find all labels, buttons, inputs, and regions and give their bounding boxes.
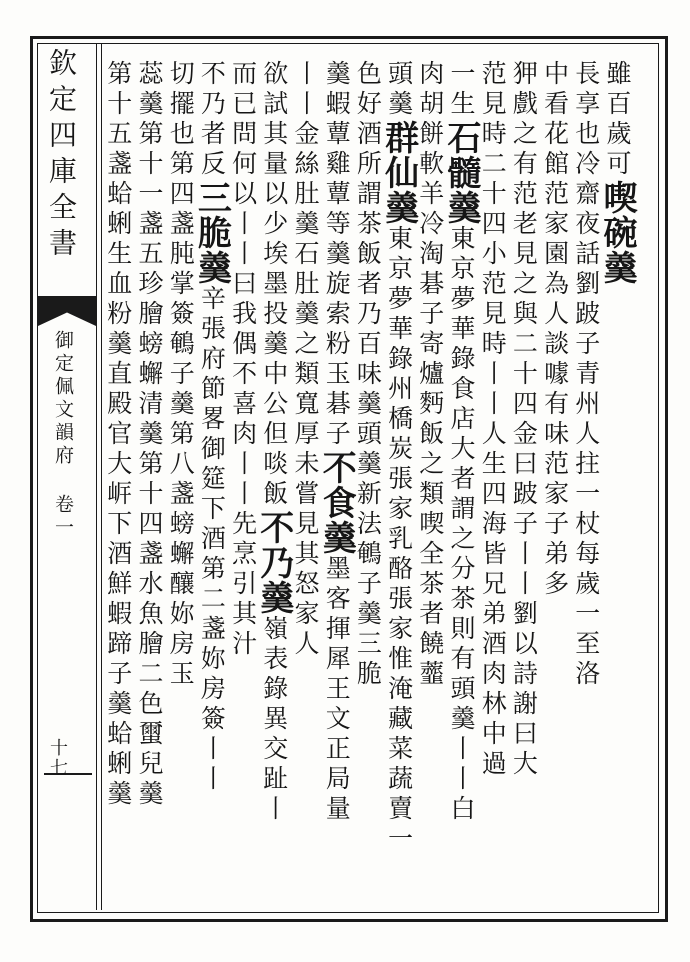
text-column [290,60,320,660]
text-segment: 墨客揮犀王文正局量 [322,555,352,825]
text-segment: 切擺也 [166,60,196,150]
entry-heading: 不食羹 [316,450,357,555]
text-column [441,60,481,825]
entry-heading: 喫碗羹 [597,180,637,285]
text-segment: 東京夢華錄州橋炭張家乳酪張家惟淹藏菜蔬賣一 [384,225,414,855]
text-column [540,60,570,600]
text-column [191,60,232,795]
text-segment: 不乃者反 [197,60,227,180]
text-column [571,60,601,690]
text-segment: 欲試其量以少埃墨投羹中公但啖飯 [259,60,289,510]
text-segment: 雖百歲可 [603,60,632,180]
text-segment: 東京夢華錄食店大者謂之分茶則有頭羹丨丨白 [447,225,476,825]
text-segment: 頭羹 [384,60,414,120]
text-segment: 狎戲之有范老見之與二十四金曰跛子丨丨劉以詩謝曰大 [509,60,539,780]
entry-heading: 三脆羹 [191,180,232,285]
text-column [103,60,133,810]
text-column [477,60,507,780]
text-segment: 羹蝦蕈雞蕈等羹旋索粉玉碁子 [322,60,352,450]
text-segment: 一生 [447,60,476,120]
text-column [597,60,637,285]
text-segment: 第十五盞蛤蜊生血粉羹直殿官大㟁下酒鮮蝦蹄子羹蛤蜊羹 [103,60,133,810]
entry-heading: 群仙羹 [378,120,419,225]
text-column [165,60,195,690]
text-column [228,60,258,660]
entry-heading: 不乃羹 [253,510,294,615]
text-column [378,60,419,855]
text-segment: 寬厚未嘗見其怒家人 [291,390,320,660]
text-segment: 冷齋夜話劉跛子青州人拄一杖每歲一至洛 [571,150,601,690]
entry-heading: 石髓羹 [441,120,481,225]
margin-rule [96,44,97,910]
text-column [352,60,382,690]
text-column [415,60,445,690]
text-segment: 蕊羹第十一盞五珍膾螃蠏清羹第十四盞水魚膾二色蠒兒羹 [135,60,164,810]
margin-subtitle: 御定佩文韻府 卷一 [52,330,74,540]
text-segment: 丨丨先烹引其汁 [228,450,258,660]
text-column [253,60,294,825]
page-number: 十七 [47,738,68,778]
text-column [316,60,357,825]
text-segment: 色好酒所謂茶飯者乃百味羹頭羹新法鵪子羹三脆 [353,60,383,690]
margin-title: 欽定四庫全書 [45,48,78,264]
text-segment: 肉胡餅軟羊冷淘碁子寄爐麪飯之類喫全茶者饒虀 [415,60,445,690]
text-segment: 嶺表錄異交趾丨 [259,615,289,825]
text-segment: 而已問何以丨丨曰我偶不喜肉 [228,60,258,450]
text-segment: 范見時二十四小范見時丨丨人生四海皆兄弟酒肉林中過 [478,60,508,780]
text-column [134,60,164,810]
text-segment: 辛張府節畧御筵下酒第二盞妳房簽丨丨 [197,285,227,795]
text-segment: 長享也 [571,60,601,150]
text-column [508,60,538,780]
text-segment: 丨丨金絲肚羹石肚羹之類 [291,60,320,390]
text-segment: 第四盞肫掌簽鵪子羹第八盞螃蠏釀妳房玉 [166,150,196,690]
text-segment: 中看花館范家園為人談噱有味范家子弟多 [540,60,570,600]
